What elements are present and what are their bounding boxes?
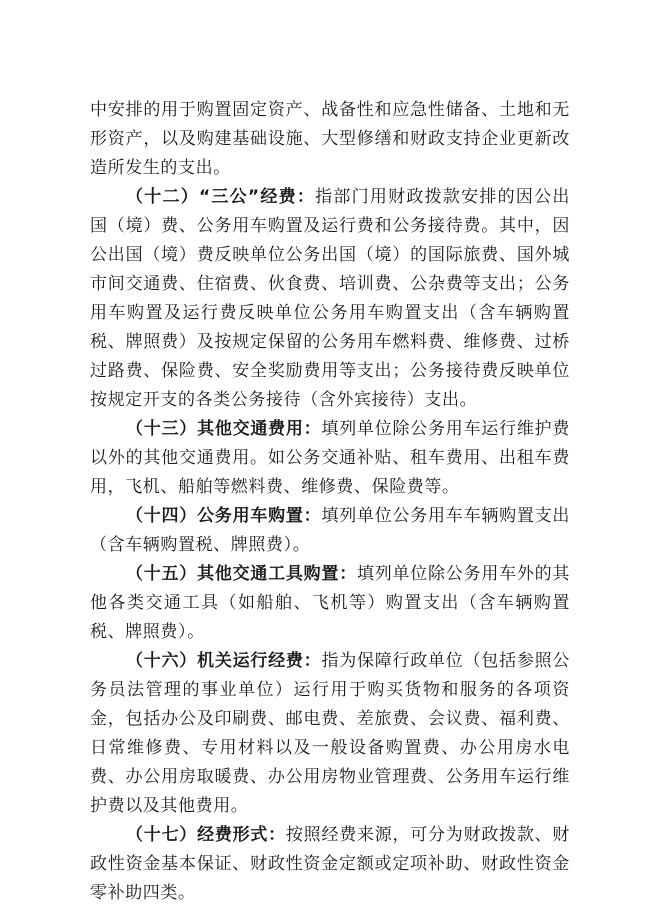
paragraph-funding-form xyxy=(90,821,570,908)
document-body xyxy=(90,96,570,908)
paragraph-three-public-expenses xyxy=(90,183,570,415)
paragraph-text: 中安排的用于购置固定资产、战备性和应急性储备、土地和无形资产，以及购建基础设施、大型修缮和财政支持企业更新改造所发生的支出。 xyxy=(90,100,570,178)
paragraph-continuation xyxy=(90,96,570,183)
term-agency-operating-costs: （十六）机关运行经费： xyxy=(126,651,322,671)
term-three-public-expenses: （十二）“三公”经费： xyxy=(126,187,316,207)
paragraph-agency-operating-costs xyxy=(90,647,570,821)
paragraph-official-vehicle-purchase xyxy=(90,502,570,560)
paragraph-text: 填列单位除公务用车外的其他各类交通工具（如船舶、飞机等）购置支出（含车辆购置税、牌照费）。 xyxy=(90,564,570,642)
term-official-vehicle-purchase: （十四）公务用车购置： xyxy=(126,506,322,526)
paragraph-text: 指部门用财政拨款安排的因公出国（境）费、公务用车购置及运行费和公务接待费。其中，因公出国（境）费反映单位公务出国（境）的国际旅费、国外城市间交通费、住宿费、伙食费、培训费、公杂费等支出；公务用车购置及运行费反映单位公务用车购置支出（含车辆购置税、牌照费）及按规定保留的公务用车燃料费、维修费、过桥过路费、保险费、安全奖励费用等支出；公务接待费反映单位按规定开支的各类公务接待（含外宾接待）支出。 xyxy=(90,187,570,410)
paragraph-text: 填列单位公务用车车辆购置支出（含车辆购置税、牌照费）。 xyxy=(90,506,570,555)
term-funding-form: （十七）经费形式： xyxy=(126,825,286,845)
paragraph-text: 按照经费来源，可分为财政拨款、财政性资金基本保证、财政性资金定额或定项补助、财政性资金零补助四类。 xyxy=(90,825,570,903)
paragraph-other-transport-costs xyxy=(90,415,570,502)
paragraph-text: 填列单位除公务用车运行维护费以外的其他交通费用。如公务交通补贴、租车费用、出租车费用，飞机、船舶等燃料费、维修费、保险费等。 xyxy=(90,419,570,497)
paragraph-text: 指为保障行政单位（包括参照公务员法管理的事业单位）运行用于购买货物和服务的各项资金，包括办公及印刷费、邮电费、差旅费、会议费、福利费、日常维修费、专用材料以及一般设备购置费、办公用房水电费、办公用房取暖费、办公用房物业管理费、公务用车运行维护费以及其他费用。 xyxy=(90,651,570,816)
term-other-transport-costs: （十三）其他交通费用： xyxy=(126,419,322,439)
term-other-vehicle-purchase: （十五）其他交通工具购置： xyxy=(126,564,357,584)
paragraph-other-vehicle-purchase xyxy=(90,560,570,647)
